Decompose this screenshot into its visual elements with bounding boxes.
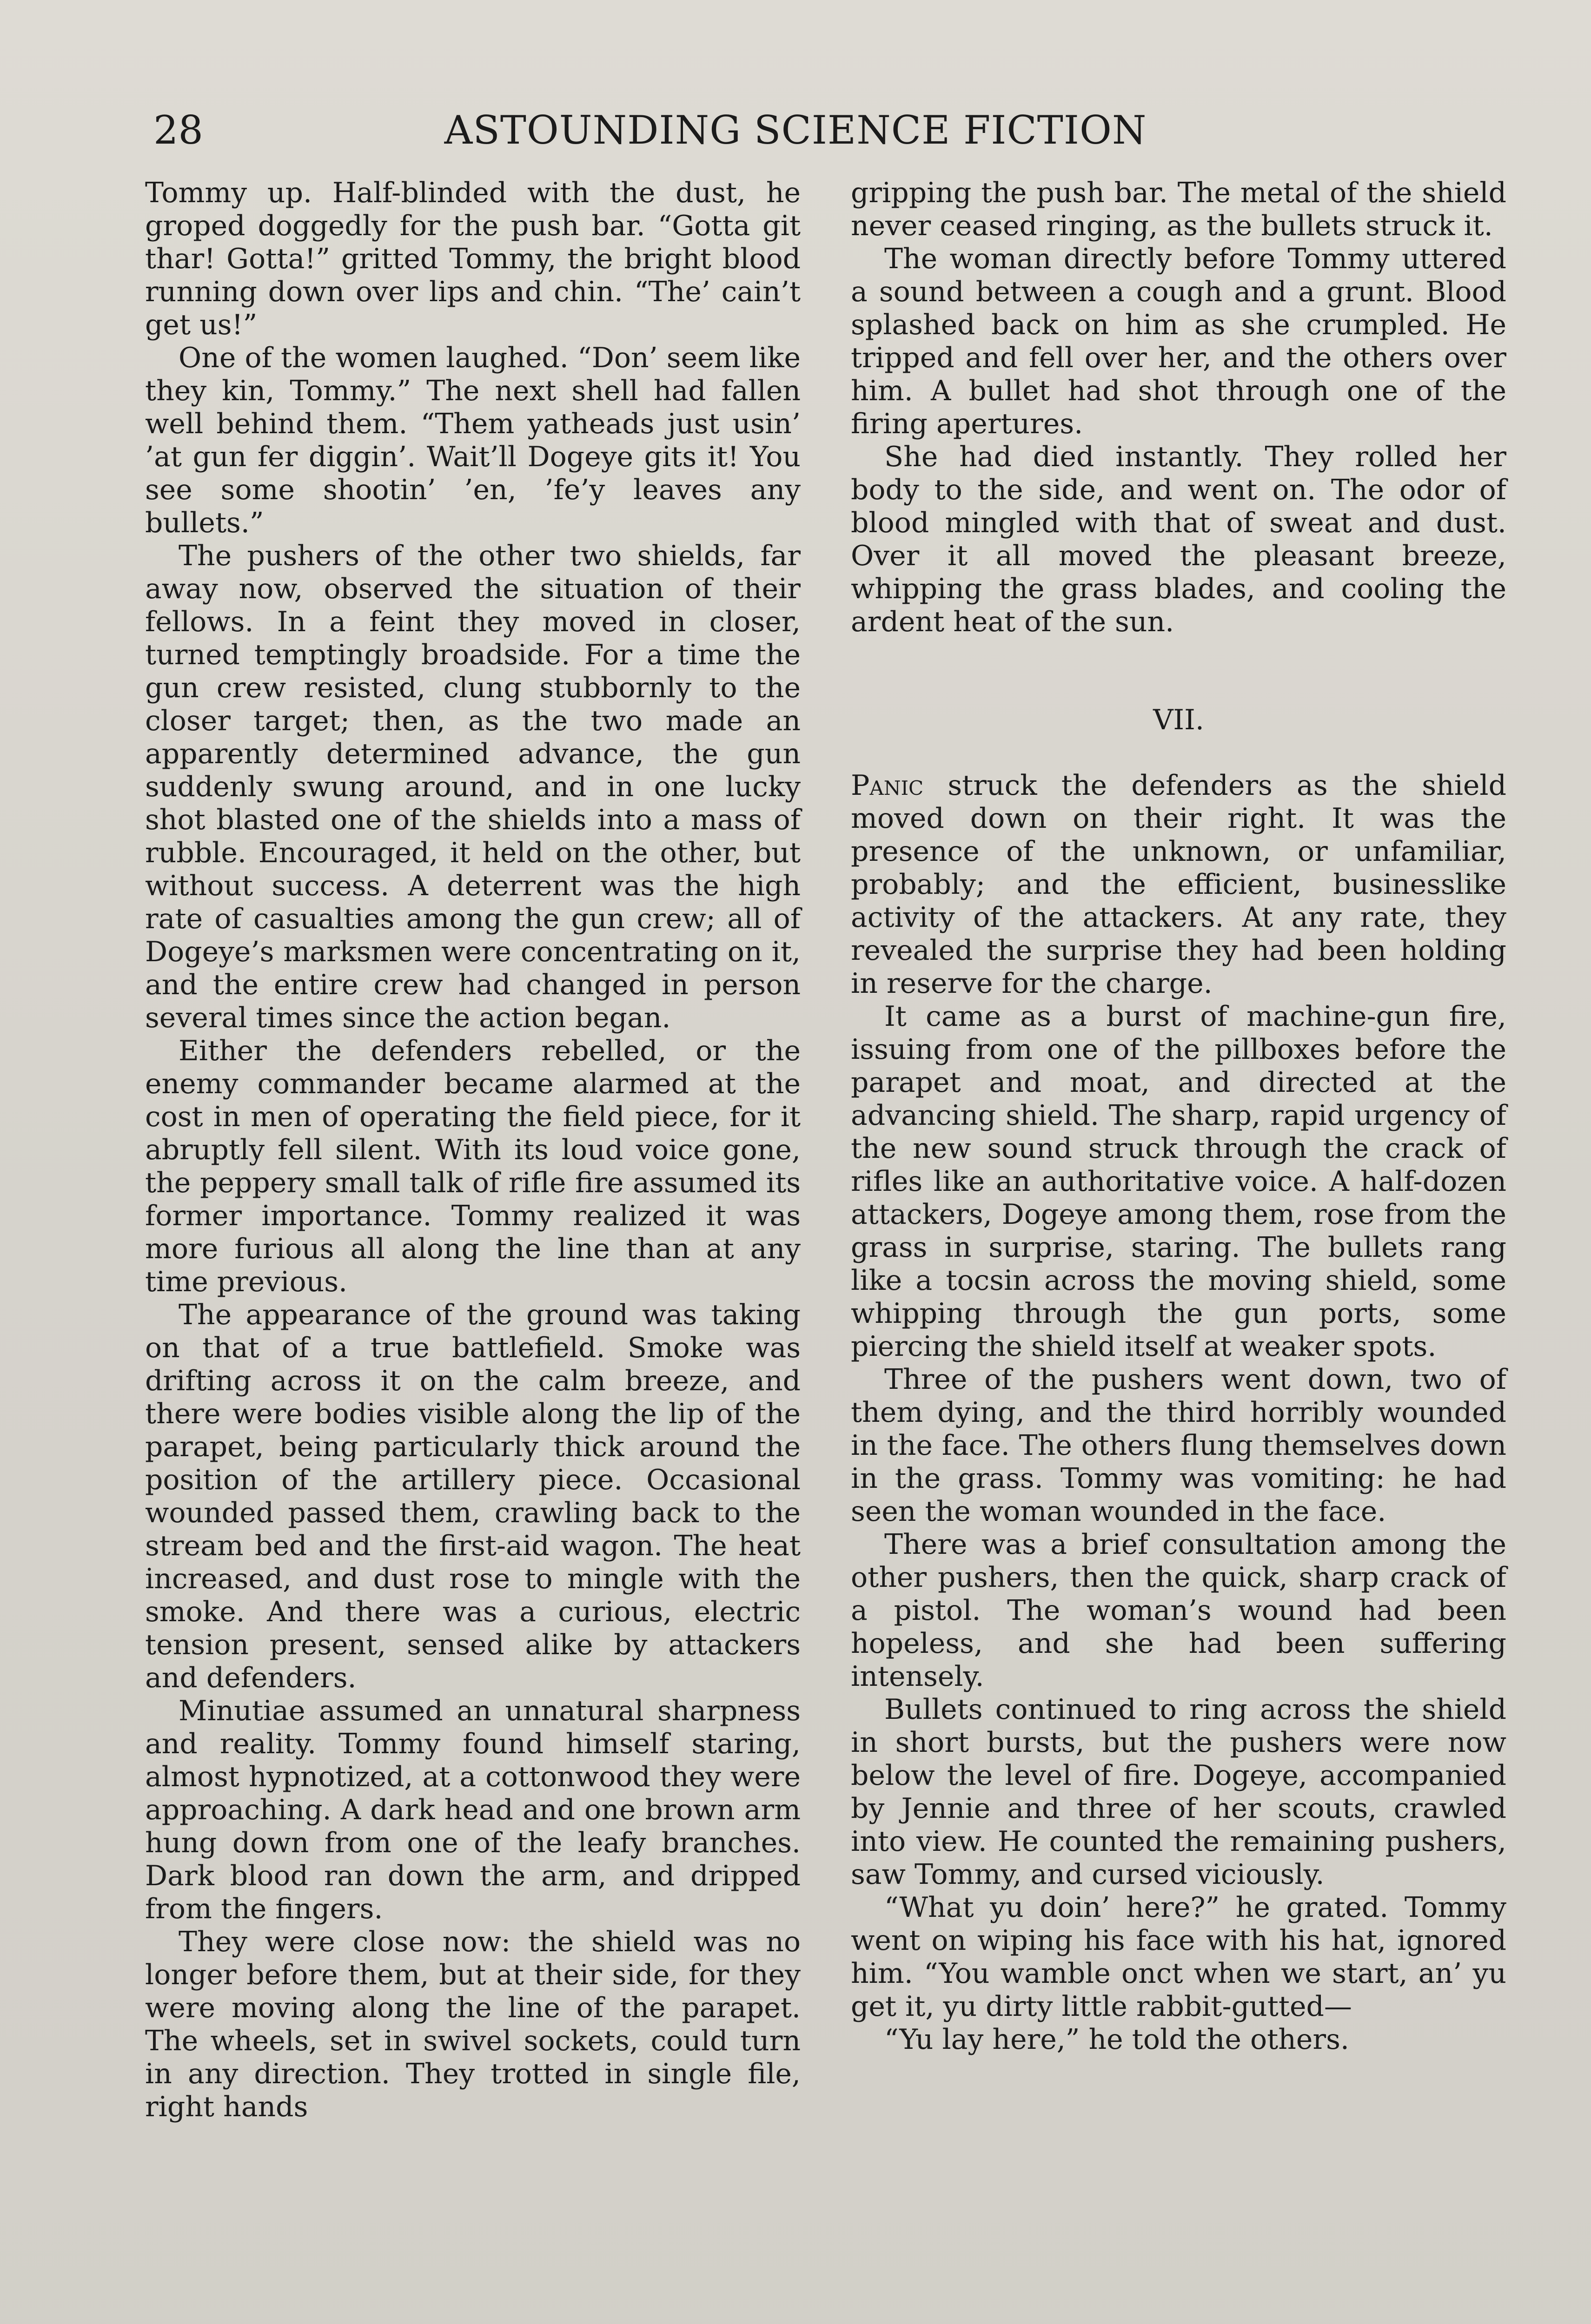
paragraph: gripping the push bar. The metal of the shield never ceased ringing, as the bullets struck it.	[851, 177, 1506, 242]
paragraph: Either the defenders rebelled, or the enemy commander became alarmed at the cost in men of operating the field piece, for it abruptly fell silent. With its loud voice gone, the peppery small talk of rifle fire assumed its former importance. Tommy realized it was more furious all along the line than at any time previous.	[145, 1035, 801, 1298]
paragraph: She had died instantly. They rolled her body to the side, and went on. The odor of blood mingled with that of sweat and dust. Over it all moved the pleasant breeze, whipping the grass blades, and cooling the ardent heat of the sun.	[851, 441, 1506, 638]
paragraph: There was a brief consultation among the other pushers, then the quick, sharp crack of a pistol. The woman’s wound had been hopeless, and she had been suffering intensely.	[851, 1528, 1506, 1693]
paragraph: Bullets continued to ring across the shield in short bursts, but the pushers were now below the level of fire. Dogeye, accompanied by Jennie and three of her scouts, crawled into view. He counted the remaining pushers, saw Tommy, and cursed viciously.	[851, 1693, 1506, 1891]
paragraph: One of the women laughed. “Don’ seem like they kin, Tommy.” The next shell had fallen well behind them. “Them yatheads just usin’ ’at gun fer diggin’. Wait’ll Dogeye gits it! You see some shootin’ ’en, ’fe’y leaves any bullets.”	[145, 342, 801, 539]
paragraph: Tommy up. Half-blinded with the dust, he groped doggedly for the push bar. “Gotta git thar! Gotta!” gritted Tommy, the bright blood running down over lips and chin. “The’ cain’t get us!”	[145, 177, 801, 341]
section-lead-word: Panic	[851, 769, 924, 802]
paragraph: It came as a burst of machine-gun fire, issuing from one of the pillboxes before the parapet and moat, and directed at the advancing shield. The sharp, rapid urgency of the new sound struck through the crack of rifles like an authoritative voice. A half-dozen attackers, Dogeye among them, rose from the grass in surprise, staring. The bullets rang like a tocsin across the moving shield, some whipping through the gun ports, some piercing the shield itself at weaker spots.	[851, 1000, 1506, 1363]
paragraph: Minutiae assumed an unnatural sharpness and reality. Tommy found himself staring, almost hypnotized, at a cottonwood they were approaching. A dark head and one brown arm hung down from one of the leafy branches. Dark blood ran down the arm, and dripped from the fingers.	[145, 1695, 801, 1925]
section-heading: VII.	[1153, 704, 1204, 736]
paragraph: The woman directly before Tommy uttered a sound between a cough and a grunt. Blood splashed back on him as she crumpled. He tripped and fell over her, and the others over him. A bullet had shot through one of the firing apertures.	[851, 243, 1506, 440]
paragraph: “Yu lay here,” he told the others.	[884, 2023, 1349, 2056]
left-column	[145, 177, 801, 2124]
section-opening-paragraph	[851, 769, 1506, 1000]
section-opening-text: struck the defenders as the shield moved down on their right. It was the presence of the unknown, or unfamiliar, probably; and the efficient, businesslike activity of the attackers. At any rate, they revealed the surprise they had been holding in reserve for the charge.	[851, 769, 1506, 1000]
right-column	[851, 177, 1506, 2056]
page-header	[153, 102, 1438, 158]
running-title: ASTOUNDING SCIENCE FICTION	[444, 107, 1147, 153]
page-number: 28	[153, 107, 203, 153]
paragraph: “What yu doin’ here?” he grated. Tommy went on wiping his face with his hat, ignored him. “You wamble onct when we start, an’ yu get it, yu dirty little rabbit-gutted—	[851, 1891, 1506, 2023]
paragraph: The pushers of the other two shields, far away now, observed the situation of their fellows. In a feint they moved in closer, turned temptingly broadside. For a time the gun crew resisted, clung stubbornly to the closer target; then, as the two made an apparently determined advance, the gun suddenly swung around, and in one lucky shot blasted one of the shields into a mass of rubble. Encouraged, it held on the other, but without success. A deterrent was the high rate of casualties among the gun crew; all of Dogeye’s marksmen were concentrating on it, and the entire crew had changed in person several times since the action began.	[145, 540, 801, 1034]
paragraph: The appearance of the ground was taking on that of a true battlefield. Smoke was drifting across it on the calm breeze, and there were bodies visible along the lip of the parapet, being particularly thick around the position of the artillery piece. Occasional wounded passed them, crawling back to the stream bed and the first-aid wagon. The heat increased, and dust rose to mingle with the smoke. And there was a curious, electric tension present, sensed alike by attackers and defenders.	[145, 1299, 801, 1694]
paragraph: They were close now: the shield was no longer before them, but at their side, for they were moving along the line of the parapet. The wheels, set in swivel sockets, could turn in any direction. They trotted in single file, right hands	[145, 1926, 801, 2123]
paragraph: Three of the pushers went down, two of them dying, and the third horribly wounded in the face. The others flung themselves down in the grass. Tommy was vomiting: he had seen the woman wounded in the face.	[851, 1363, 1506, 1528]
